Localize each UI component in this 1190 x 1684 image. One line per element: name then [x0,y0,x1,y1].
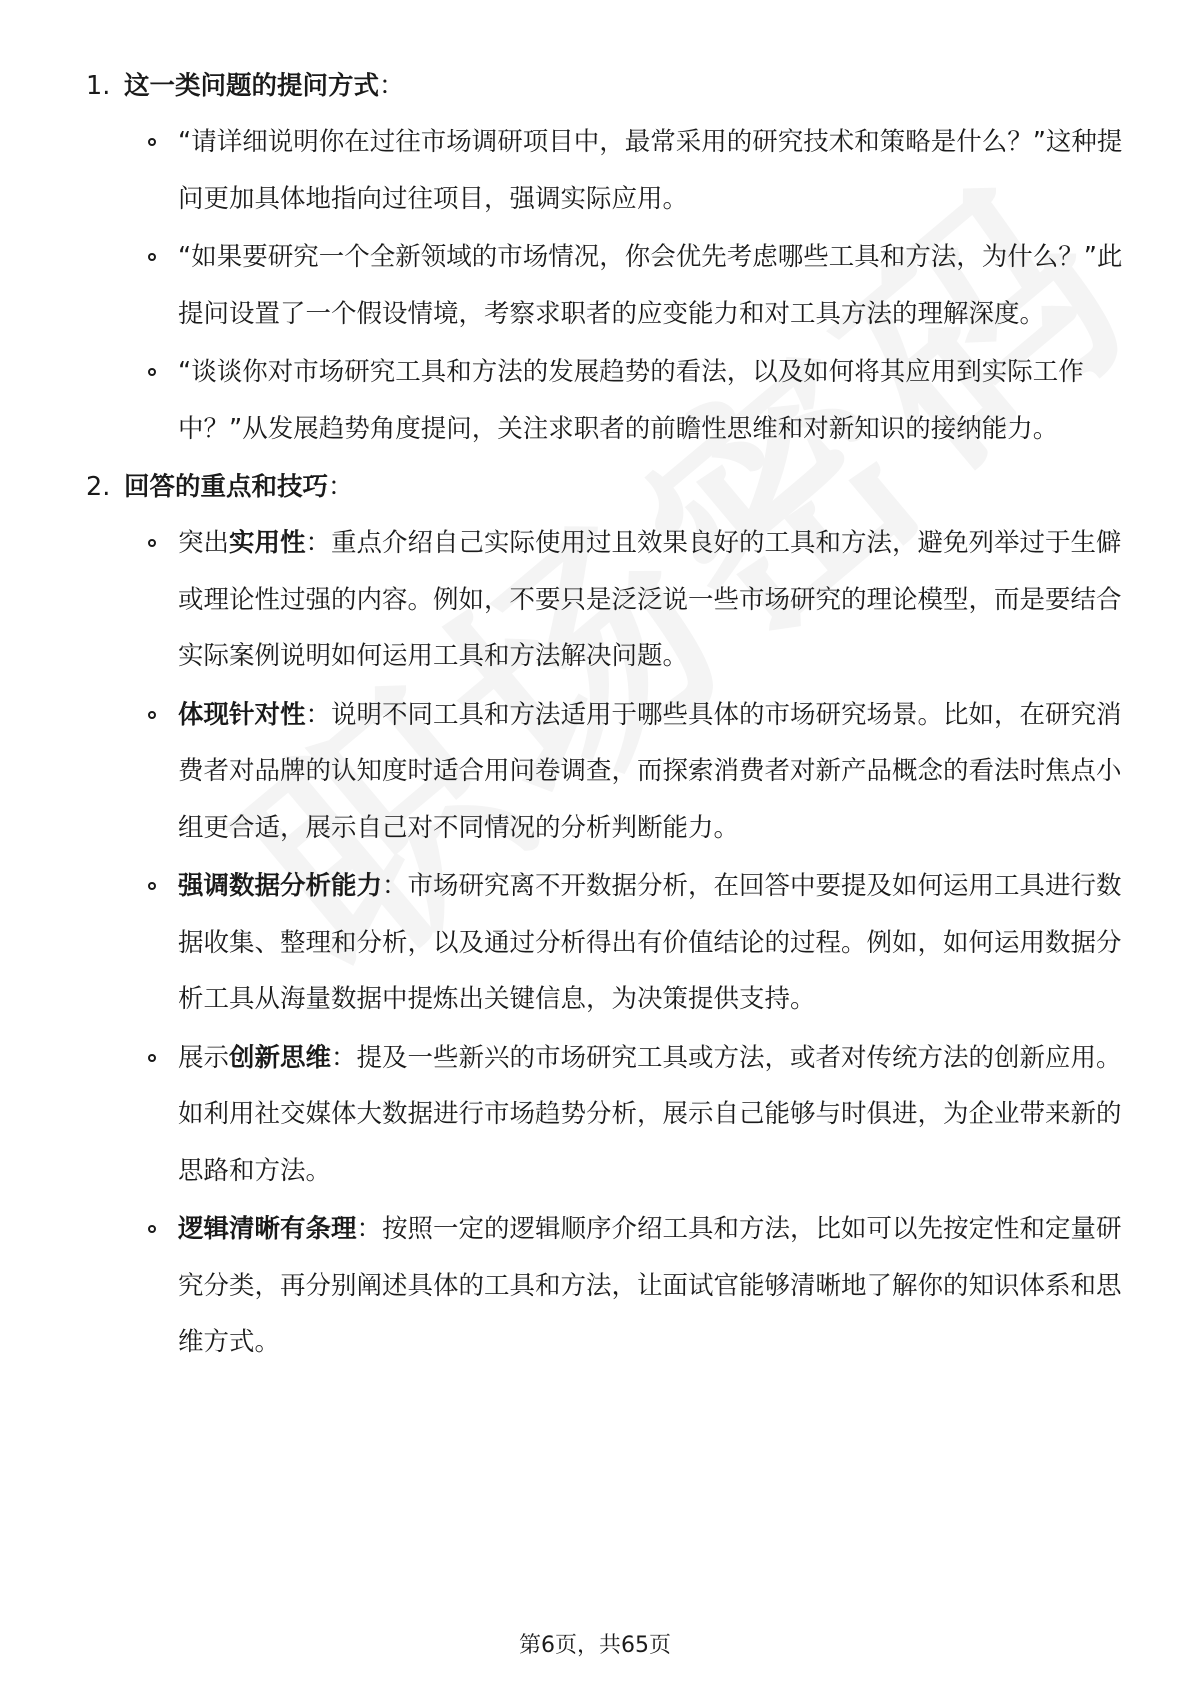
question-format-list [86,114,1126,457]
page-content [86,58,1126,1373]
answer-tips-list [86,515,1126,1371]
list-item-prefix: 展示 [178,1042,230,1073]
list-item [86,344,1126,457]
list-item-text: “如果要研究一个全新领域的市场情况，你会优先考虑哪些工具和方法，为什么？”此提问设置了一个假设情境，考察求职者的应变能力和对工具方法的理解深度。 [178,242,1123,329]
section-answer-tips [86,459,1126,1371]
list-item [86,515,1126,685]
page-number: 第6页，共65页 [519,1633,671,1658]
list-item-text: “谈谈你对市场研究工具和方法的发展趋势的看法，以及如何将其应用到实际工作中？”从发展趋势角度提问，关注求职者的前瞻性思维和对新知识的接纳能力。 [178,357,1084,444]
section-colon: ： [379,71,405,101]
list-item-keyword: 实用性 [229,528,306,558]
circle-bullet-icon [148,711,156,719]
list-item-text: ：说明不同工具和方法适用于哪些具体的市场研究场景。比如，在研究消费者对品牌的认知度时适合用问卷调查，而探索消费者对新产品概念的看法时焦点小组更合适，展示自己对不同情况的分析判断能力。 [178,699,1122,843]
section-heading [86,459,1126,515]
list-item [86,114,1126,227]
list-item [86,229,1126,342]
circle-bullet-icon [148,1225,156,1233]
section-number: 1. [86,71,111,101]
circle-bullet-icon [148,253,156,261]
section-title: 这一类问题的提问方式 [124,71,380,101]
circle-bullet-icon [148,1054,156,1062]
list-item-text: ：提及一些新兴的市场研究工具或方法，或者对传统方法的创新应用。如利用社交媒体大数据进行市场趋势分析，展示自己能够与时俱进，为企业带来新的思路和方法。 [178,1042,1122,1186]
list-item [86,858,1126,1028]
list-item-text: ：重点介绍自己实际使用过且效果良好的工具和方法，避免列举过于生僻或理论性过强的内容。例如，不要只是泛泛说一些市场研究的理论模型，而是要结合实际案例说明如何运用工具和方法解决问题。 [178,528,1122,671]
list-item-keyword: 强调数据分析能力 [178,871,383,901]
list-item-text: “请详细说明你在过往市场调研项目中，最常采用的研究技术和策略是什么？”这种提问更加具体地指向过往项目，强调实际应用。 [178,127,1123,214]
circle-bullet-icon [148,368,156,376]
list-item-text: ：按照一定的逻辑顺序介绍工具和方法，比如可以先按定性和定量研究分类，再分别阐述具体的工具和方法，让面试官能够清晰地了解你的知识体系和思维方式。 [178,1214,1122,1357]
circle-bullet-icon [148,539,156,547]
list-item-keyword: 体现针对性 [178,699,306,730]
section-number: 2. [86,472,111,502]
section-colon: ： [328,472,354,502]
list-item [86,1030,1126,1200]
section-heading [86,58,1126,114]
list-item-text: ：市场研究离不开数据分析，在回答中要提及如何运用工具进行数据收集、整理和分析，以及通过分析得出有价值结论的过程。例如，如何运用数据分析工具从海量数据中提炼出关键信息，为决策提供支持。 [178,871,1122,1014]
section-title: 回答的重点和技巧 [124,472,329,502]
list-item-prefix: 突出 [178,528,230,558]
circle-bullet-icon [148,138,156,146]
list-item-keyword: 逻辑清晰有条理 [178,1214,357,1244]
circle-bullet-icon [148,882,156,890]
list-item [86,1201,1126,1371]
list-item [86,687,1126,857]
list-item-keyword: 创新思维 [229,1042,332,1073]
section-question-format [86,58,1126,457]
